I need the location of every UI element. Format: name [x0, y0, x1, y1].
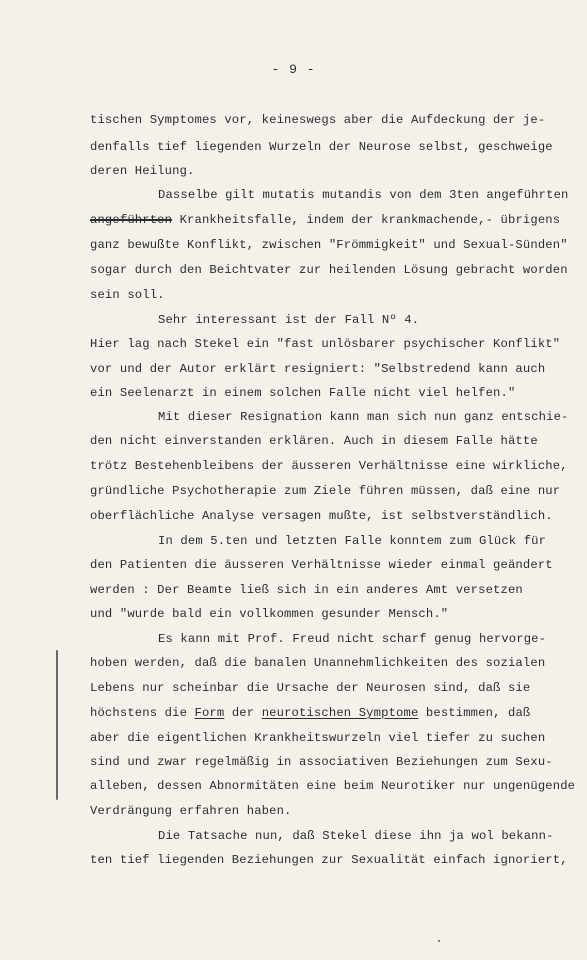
margin-pencil-mark	[56, 650, 58, 800]
underlined-text: neurotischen Symptome	[261, 706, 419, 720]
text-line: werden : Der Beamte ließ sich in ein anderes Amt versetzen	[90, 583, 523, 597]
text-line: tischen Symptomes vor, keineswegs aber die Aufdeckung der je-	[90, 113, 546, 127]
text-line: ten tief liegenden Beziehungen zur Sexualität einfach ignoriert,	[90, 853, 568, 867]
underlined-text: Form	[194, 706, 225, 720]
text-line: denfalls tief liegenden Wurzeln der Neurose selbst, geschweige	[90, 140, 553, 154]
text-line: Sehr interessant ist der Fall Nº 4.	[158, 313, 420, 327]
text-line: sogar durch den Beichtvater zur heilenden Lösung gebracht worden	[90, 263, 568, 277]
text-line: In dem 5.ten und letzten Falle konntem zum Glück für	[158, 534, 547, 548]
text-span: höchstens die	[90, 706, 195, 720]
text-line: trötz Bestehenbleibens der äusseren Verhältnisse eine wirkliche,	[90, 459, 568, 473]
text-line: deren Heilung.	[90, 164, 195, 178]
strikethrough-text: angeführten	[90, 213, 173, 227]
text-line: Verdrängung erfahren haben.	[90, 804, 292, 818]
text-line: aber die eigentlichen Krankheitswurzeln viel tiefer zu suchen	[90, 731, 546, 745]
text-span: Krankheitsfalle, indem der krankmachende,- übrigens	[172, 213, 561, 227]
text-line: Dasselbe gilt mutatis mutandis von dem 3ten angeführten	[158, 188, 569, 202]
text-line: hoben werden, daß die banalen Unannehmlichkeiten des sozialen	[90, 656, 546, 670]
text-line: vor und der Autor erklärt resigniert: "Selbstredend kann auch	[90, 362, 546, 376]
text-line: Es kann mit Prof. Freud nicht scharf genug hervorge-	[158, 632, 547, 646]
text-line	[90, 706, 530, 720]
page-number: - 9 -	[271, 62, 316, 77]
text-line	[90, 213, 560, 227]
text-line: und "wurde bald ein vollkommen gesunder Mensch."	[90, 607, 449, 621]
text-line: den nicht einverstanden erklären. Auch in diesem Falle hätte	[90, 434, 538, 448]
text-line: den Patienten die äusseren Verhältnisse wieder einmal geändert	[90, 558, 553, 572]
text-line: gründliche Psychotherapie zum Ziele führen müssen, daß eine nur	[90, 484, 561, 498]
text-line: alleben, dessen Abnormitäten eine beim Neurotiker nur ungenügende	[90, 779, 576, 793]
text-line: oberflächliche Analyse versagen mußte, ist selbstverständlich.	[90, 509, 553, 523]
text-span: bestimmen, daß	[418, 706, 531, 720]
text-line: sein soll.	[90, 288, 165, 302]
text-span: der	[224, 706, 262, 720]
text-line: Lebens nur scheinbar die Ursache der Neurosen sind, daß sie	[90, 681, 531, 695]
ink-dot	[438, 940, 440, 942]
text-line: sind und zwar regelmäßig in associativen Beziehungen zum Sexu-	[90, 755, 553, 769]
text-line: Mit dieser Resignation kann man sich nun ganz entschie-	[158, 410, 569, 424]
text-line: Die Tatsache nun, daß Stekel diese ihn ja wol bekann-	[158, 829, 554, 843]
text-line: ein Seelenarzt in einem solchen Falle nicht viel helfen."	[90, 386, 516, 400]
text-line: Hier lag nach Stekel ein "fast unlösbarer psychischer Konflikt"	[90, 337, 561, 351]
text-line: ganz bewußte Konflikt, zwischen "Frömmigkeit" und Sexual-Sünden"	[90, 238, 568, 252]
